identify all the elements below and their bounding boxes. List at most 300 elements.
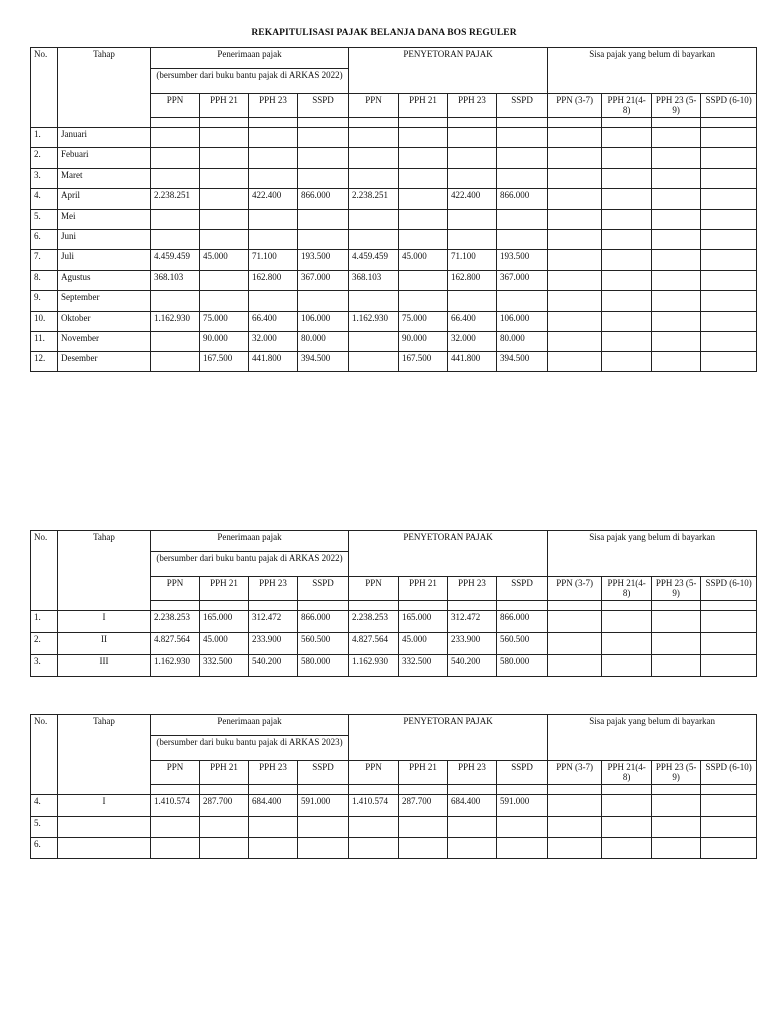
row-number: 9. [31,291,58,312]
value-cell: 540.200 [448,655,497,677]
value-cell [298,128,349,148]
value-cell [399,128,448,148]
header-penyetoran: PENYETORAN PAJAK [349,48,548,94]
value-cell [652,352,701,372]
value-cell [349,148,399,169]
value-cell: 45.000 [200,633,249,655]
value-cell: 165.000 [399,611,448,633]
value-cell: 368.103 [151,271,200,291]
row-number: 3. [31,655,58,677]
tahap-cell: November [58,332,151,352]
table-row [31,352,757,372]
value-cell: 1.162.930 [349,655,399,677]
column-header: SSPD [298,761,349,785]
value-cell: 2.238.251 [349,189,399,210]
table-row [31,611,757,633]
row-number: 10. [31,312,58,332]
tahap-cell: Desember [58,352,151,372]
value-cell [701,352,757,372]
value-cell [652,838,701,859]
column-header: PPN [349,94,399,118]
value-cell: 32.000 [448,332,497,352]
tahap-cell: I [58,611,151,633]
value-cell: 394.500 [497,352,548,372]
column-header: PPH 23 [249,577,298,601]
header-penerimaan: Penerimaan pajak [151,48,349,69]
column-header: SSPD [497,761,548,785]
tahap-cell: September [58,291,151,312]
value-cell [602,169,652,189]
value-cell [448,838,497,859]
value-cell [602,633,652,655]
value-cell [200,169,249,189]
tahap-cell: II [58,633,151,655]
value-cell: 32.000 [249,332,298,352]
value-cell [349,352,399,372]
value-cell [701,633,757,655]
empty-cell [249,785,298,795]
empty-cell [497,118,548,128]
value-cell [151,230,200,250]
value-cell: 80.000 [298,332,349,352]
value-cell [200,291,249,312]
tahap-cell: III [58,655,151,677]
value-cell [652,332,701,352]
header-sisa: Sisa pajak yang belum di bayarkan [548,48,757,94]
table-row [31,633,757,655]
tahap-cell: I [58,795,151,817]
column-header: PPH 23 (5-9) [652,761,701,785]
value-cell [548,189,602,210]
value-cell [151,291,200,312]
row-number: 6. [31,838,58,859]
value-cell [298,210,349,230]
value-cell [200,838,249,859]
value-cell: 441.800 [249,352,298,372]
column-header: PPH 23 [448,761,497,785]
header-sisa: Sisa pajak yang belum di bayarkan [548,531,757,577]
column-header: PPN (3-7) [548,94,602,118]
value-cell [701,838,757,859]
value-cell: 1.410.574 [349,795,399,817]
value-cell [548,352,602,372]
value-cell [399,838,448,859]
value-cell [548,148,602,169]
value-cell [652,271,701,291]
value-cell [701,250,757,271]
value-cell: 1.410.574 [151,795,200,817]
header-penyetoran: PENYETORAN PAJAK [349,715,548,761]
value-cell: 2.238.253 [349,611,399,633]
empty-cell [497,601,548,611]
empty-cell [349,601,399,611]
empty-cell [448,785,497,795]
value-cell [548,128,602,148]
value-cell [298,230,349,250]
tax-table-1 [30,47,757,372]
header-source: (bersumber dari buku bantu pajak di ARKAS 2022) [151,552,349,577]
value-cell: 2.238.253 [151,611,200,633]
column-header: PPH 21 [399,761,448,785]
row-number: 3. [31,169,58,189]
value-cell [200,230,249,250]
value-cell: 580.000 [298,655,349,677]
value-cell: 162.800 [448,271,497,291]
table-row [31,148,757,169]
value-cell: 367.000 [497,271,548,291]
value-cell [548,230,602,250]
value-cell: 193.500 [497,250,548,271]
value-cell [497,148,548,169]
value-cell: 684.400 [448,795,497,817]
header-penerimaan: Penerimaan pajak [151,715,349,736]
value-cell [602,210,652,230]
value-cell [448,169,497,189]
value-cell [151,817,200,838]
empty-cell [652,118,701,128]
header-source: (bersumber dari buku bantu pajak di ARKAS 2022) [151,69,349,94]
value-cell: 75.000 [200,312,249,332]
row-number: 1. [31,128,58,148]
value-cell: 66.400 [448,312,497,332]
value-cell [448,148,497,169]
value-cell [701,291,757,312]
value-cell [151,128,200,148]
value-cell [249,230,298,250]
value-cell [652,633,701,655]
tahap-cell: Juni [58,230,151,250]
value-cell [399,230,448,250]
value-cell [497,169,548,189]
value-cell: 162.800 [249,271,298,291]
value-cell: 591.000 [497,795,548,817]
value-cell [497,291,548,312]
value-cell [701,128,757,148]
value-cell [602,148,652,169]
value-cell [602,817,652,838]
value-cell [548,271,602,291]
value-cell [652,291,701,312]
value-cell: 684.400 [249,795,298,817]
empty-cell [602,785,652,795]
value-cell: 193.500 [298,250,349,271]
column-header: PPH 21(4-8) [602,761,652,785]
value-cell: 2.238.251 [151,189,200,210]
value-cell: 287.700 [399,795,448,817]
value-cell [602,250,652,271]
row-number: 7. [31,250,58,271]
value-cell: 80.000 [497,332,548,352]
empty-cell [151,785,200,795]
value-cell: 441.800 [448,352,497,372]
table-row [31,169,757,189]
value-cell [701,655,757,677]
value-cell [701,312,757,332]
value-cell [151,332,200,352]
value-cell: 90.000 [200,332,249,352]
empty-cell [200,785,249,795]
value-cell [349,230,399,250]
value-cell: 866.000 [298,611,349,633]
value-cell: 394.500 [298,352,349,372]
value-cell [548,838,602,859]
value-cell [652,817,701,838]
header-tahap: Tahap [58,715,151,795]
value-cell [701,230,757,250]
value-cell [497,838,548,859]
column-header: SSPD (6-10) [701,577,757,601]
value-cell [249,817,298,838]
column-header: PPN [349,577,399,601]
empty-cell [548,118,602,128]
table-row [31,655,757,677]
value-cell [652,250,701,271]
column-header: SSPD (6-10) [701,94,757,118]
empty-cell [448,118,497,128]
value-cell [399,169,448,189]
value-cell [151,148,200,169]
value-cell [602,271,652,291]
value-cell [548,210,602,230]
value-cell: 422.400 [249,189,298,210]
value-cell [298,169,349,189]
table-row [31,817,757,838]
value-cell [399,210,448,230]
column-header: PPH 21 [200,577,249,601]
empty-cell [249,601,298,611]
value-cell: 1.162.930 [151,312,200,332]
row-number: 2. [31,148,58,169]
value-cell [349,291,399,312]
value-cell [349,332,399,352]
value-cell: 560.500 [298,633,349,655]
row-number: 4. [31,189,58,210]
value-cell: 312.472 [448,611,497,633]
empty-cell [200,601,249,611]
value-cell: 540.200 [249,655,298,677]
table-row [31,250,757,271]
column-header: PPH 23 (5-9) [652,94,701,118]
column-header: PPH 21(4-8) [602,577,652,601]
tahap-cell: Febuari [58,148,151,169]
value-cell [399,817,448,838]
value-cell [701,611,757,633]
value-cell [701,169,757,189]
empty-cell [448,601,497,611]
value-cell [701,271,757,291]
value-cell: 233.900 [448,633,497,655]
value-cell [249,210,298,230]
empty-cell [151,118,200,128]
value-cell [548,169,602,189]
value-cell: 4.827.564 [349,633,399,655]
value-cell [399,291,448,312]
value-cell: 866.000 [497,611,548,633]
empty-cell [497,785,548,795]
value-cell [602,332,652,352]
value-cell [548,611,602,633]
tax-table-3 [30,714,757,859]
value-cell: 287.700 [200,795,249,817]
header-tahap: Tahap [58,48,151,128]
value-cell [602,128,652,148]
table-row [31,210,757,230]
value-cell [151,210,200,230]
value-cell [249,291,298,312]
table-row [31,838,757,859]
header-no: No. [31,48,58,128]
value-cell: 4.459.459 [151,250,200,271]
row-number: 6. [31,230,58,250]
column-header: PPN [151,94,200,118]
value-cell [249,169,298,189]
value-cell [652,795,701,817]
value-cell [652,655,701,677]
value-cell [399,148,448,169]
header-no: No. [31,715,58,795]
value-cell [349,169,399,189]
empty-cell [151,601,200,611]
value-cell: 866.000 [497,189,548,210]
empty-cell [548,601,602,611]
value-cell [151,169,200,189]
value-cell [497,817,548,838]
value-cell [548,817,602,838]
value-cell [652,148,701,169]
value-cell: 591.000 [298,795,349,817]
empty-cell [249,118,298,128]
value-cell [497,128,548,148]
value-cell [652,210,701,230]
table-row [31,795,757,817]
empty-cell [399,601,448,611]
table-row [31,230,757,250]
tahap-cell [58,817,151,838]
table-row [31,312,757,332]
table-row [31,189,757,210]
value-cell [701,148,757,169]
value-cell: 45.000 [399,633,448,655]
value-cell: 165.000 [200,611,249,633]
table-row [31,271,757,291]
empty-cell [399,785,448,795]
value-cell [298,817,349,838]
value-cell [448,128,497,148]
empty-cell [701,118,757,128]
column-header: SSPD [298,577,349,601]
value-cell: 580.000 [497,655,548,677]
value-cell [701,817,757,838]
value-cell [701,210,757,230]
value-cell [602,189,652,210]
value-cell [497,210,548,230]
value-cell [399,271,448,291]
value-cell [548,291,602,312]
column-header: PPN [151,577,200,601]
value-cell: 422.400 [448,189,497,210]
value-cell [497,230,548,250]
value-cell: 75.000 [399,312,448,332]
value-cell [349,210,399,230]
empty-cell [602,118,652,128]
value-cell: 167.500 [399,352,448,372]
column-header: PPN (3-7) [548,577,602,601]
value-cell [652,189,701,210]
tahap-cell: April [58,189,151,210]
value-cell: 332.500 [200,655,249,677]
empty-cell [298,601,349,611]
value-cell: 45.000 [399,250,448,271]
value-cell [151,838,200,859]
value-cell [200,210,249,230]
value-cell: 866.000 [298,189,349,210]
value-cell [652,312,701,332]
value-cell [200,271,249,291]
value-cell [602,312,652,332]
value-cell [548,250,602,271]
header-penerimaan: Penerimaan pajak [151,531,349,552]
value-cell [548,312,602,332]
header-source: (bersumber dari buku bantu pajak di ARKAS 2023) [151,736,349,761]
header-penyetoran: PENYETORAN PAJAK [349,531,548,577]
value-cell [602,795,652,817]
value-cell: 66.400 [249,312,298,332]
value-cell [602,230,652,250]
document-title: REKAPITULISASI PAJAK BELANJA DANA BOS REGULER [251,28,517,38]
empty-cell [298,118,349,128]
empty-cell [602,601,652,611]
value-cell [448,817,497,838]
value-cell [548,633,602,655]
value-cell [701,189,757,210]
value-cell [602,611,652,633]
value-cell [652,128,701,148]
empty-cell [652,785,701,795]
value-cell [249,128,298,148]
value-cell [652,230,701,250]
row-number: 4. [31,795,58,817]
row-number: 12. [31,352,58,372]
row-number: 8. [31,271,58,291]
value-cell: 1.162.930 [151,655,200,677]
row-number: 11. [31,332,58,352]
table-row [31,332,757,352]
empty-cell [652,601,701,611]
table-row [31,128,757,148]
value-cell: 167.500 [200,352,249,372]
value-cell [200,148,249,169]
value-cell [652,169,701,189]
column-header: SSPD (6-10) [701,761,757,785]
column-header: SSPD [497,94,548,118]
value-cell [548,795,602,817]
tahap-cell: Juli [58,250,151,271]
tahap-cell: Januari [58,128,151,148]
value-cell: 312.472 [249,611,298,633]
column-header: PPH 23 [249,94,298,118]
empty-cell [298,785,349,795]
value-cell: 106.000 [298,312,349,332]
value-cell [249,148,298,169]
value-cell: 90.000 [399,332,448,352]
value-cell: 368.103 [349,271,399,291]
empty-cell [349,785,399,795]
row-number: 5. [31,817,58,838]
table-row [31,291,757,312]
row-number: 5. [31,210,58,230]
value-cell: 332.500 [399,655,448,677]
tahap-cell [58,838,151,859]
